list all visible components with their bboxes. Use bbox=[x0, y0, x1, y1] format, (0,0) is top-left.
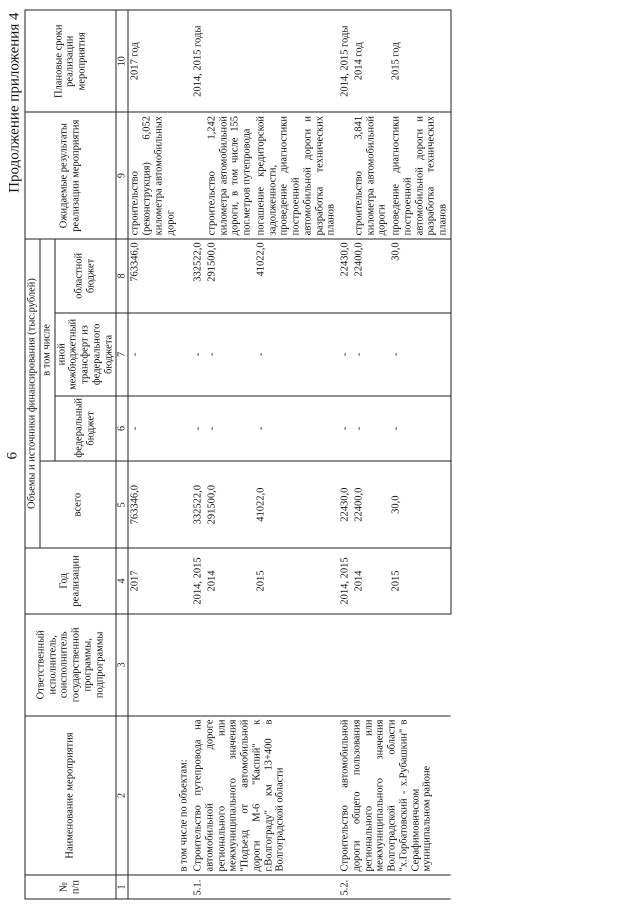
cell-year: 2017 bbox=[128, 548, 178, 613]
cell-result: погашение кредиторской задолженности, проведение диагностики построенной автомобильной дороги и разработка технических планов bbox=[254, 112, 338, 238]
column-number: 1 bbox=[116, 875, 128, 899]
page-number: 6 bbox=[4, 451, 20, 459]
cell-year: 2014, 2015 bbox=[338, 548, 352, 613]
cell-total: 291500,0 bbox=[205, 461, 254, 548]
cell-year: 2015 bbox=[254, 548, 338, 613]
column-number: 4 bbox=[116, 548, 128, 613]
header-total: всего bbox=[39, 461, 116, 548]
column-number: 7 bbox=[116, 312, 128, 395]
column-number: 10 bbox=[116, 10, 128, 112]
column-number: 2 bbox=[116, 716, 128, 875]
cell-activity-name: Строительство путепровода на автомобильной дороге регионального или межмуниципального значения "Подъезд от автомобильной дороги М-6 "Каспий" к г.Волгограду" км 13+400 в Волгоградской области bbox=[191, 716, 338, 875]
program-activities-table bbox=[24, 9, 451, 899]
cell-federal: - bbox=[389, 395, 450, 460]
column-number: 6 bbox=[116, 395, 128, 460]
table-row bbox=[338, 10, 352, 899]
cell-regional: 22400,0 bbox=[352, 238, 389, 312]
cell-total: 22400,0 bbox=[352, 461, 389, 548]
cell-year: 2014 bbox=[352, 548, 389, 613]
cell-total: 22430,0 bbox=[338, 461, 352, 548]
cell-total: 763346,0 bbox=[128, 461, 178, 548]
cell-term: 2015 год bbox=[389, 10, 450, 112]
cell-year: 2014 bbox=[205, 548, 254, 613]
cell-federal: - bbox=[128, 395, 178, 460]
header-number: № п/п bbox=[25, 875, 116, 899]
table-row bbox=[177, 10, 191, 899]
header-federal-transfer: иной межбюджетный трансферт из федерального бюджета bbox=[54, 312, 116, 395]
cell-regional: 332522,0 bbox=[191, 238, 205, 312]
cell-transfer: - bbox=[338, 312, 352, 395]
column-number: 3 bbox=[116, 613, 128, 715]
header-planned-terms: Плановые сроки реализации мероприятия bbox=[25, 10, 116, 112]
column-number: 9 bbox=[116, 112, 128, 238]
header-year: Год реализации bbox=[25, 548, 116, 613]
cell-year: 2014, 2015 bbox=[191, 548, 205, 613]
header-funding-group: Объемы и источники финансирования (тыс.рублей) bbox=[25, 238, 40, 547]
cell-term: 2014 год bbox=[352, 10, 389, 112]
cell-result: строительство 3,841 километра автомобильной дороги bbox=[352, 112, 389, 238]
cell-term: 2014, 2015 годы bbox=[338, 10, 352, 112]
cell-total: 332522,0 bbox=[191, 461, 205, 548]
header-regional-budget: областной бюджет bbox=[54, 238, 116, 312]
table-row bbox=[128, 10, 178, 899]
cell-regional: 763346,0 bbox=[128, 238, 178, 312]
cell-number: 5.2. bbox=[338, 875, 450, 899]
header-responsible: Ответственный исполнитель, соисполнитель государственной программы, подпрограммы bbox=[25, 613, 116, 715]
cell-term: 2017 год bbox=[128, 10, 178, 112]
header-activity-name: Наименование мероприятия bbox=[25, 716, 116, 875]
cell-federal: - bbox=[254, 395, 338, 460]
cell-federal: - bbox=[191, 395, 205, 460]
cell-transfer: - bbox=[191, 312, 205, 395]
header-in-that-number: в том числе bbox=[39, 238, 54, 460]
table-row bbox=[191, 10, 205, 899]
cell-result: строительство 1,242 километра автомобильной дороги, в том числе 155 пог.метров путепровода bbox=[205, 112, 254, 238]
header-federal-budget: федеральный бюджет bbox=[54, 395, 116, 460]
cell-term: 2014, 2015 годы bbox=[191, 10, 205, 112]
cell-activity-name: Строительство автомобильной дороги общего пользования регионального или межмуниципального значения Волгоградской области "х.Горбатовский - х.Рубашкин" в Серафимовичском муниципальном районе bbox=[338, 716, 450, 875]
subheader-objects: в том числе по объектам: bbox=[177, 716, 191, 875]
cell-regional: 41022,0 bbox=[254, 238, 338, 312]
cell-federal: - bbox=[352, 395, 389, 460]
cell-transfer: - bbox=[389, 312, 450, 395]
cell-total: 41022,0 bbox=[254, 461, 338, 548]
cell-year: 2015 bbox=[389, 548, 450, 613]
column-number: 8 bbox=[116, 238, 128, 312]
header-expected-results: Ожидаемые результаты реализации мероприятия bbox=[25, 112, 116, 238]
cell-total: 30,0 bbox=[389, 461, 450, 548]
cell-result: проведение диагностики построенной автомобильной дороги и разработка технических планов bbox=[389, 112, 450, 238]
continuation-label: Продолжение приложения 4 bbox=[6, 12, 22, 193]
cell-number: 5.1. bbox=[191, 875, 338, 899]
cell-transfer: - bbox=[205, 312, 254, 395]
column-number: 5 bbox=[116, 461, 128, 548]
cell-federal: - bbox=[338, 395, 352, 460]
cell-regional: 291500,0 bbox=[205, 238, 254, 312]
cell-transfer: - bbox=[254, 312, 338, 395]
cell-federal: - bbox=[205, 395, 254, 460]
cell-transfer: - bbox=[128, 312, 178, 395]
cell-transfer: - bbox=[352, 312, 389, 395]
cell-result: строительство (реконструкция) 6,052 километра автомобильных дорог bbox=[128, 112, 178, 238]
cell-regional: 22430,0 bbox=[338, 238, 352, 312]
cell-regional: 30,0 bbox=[389, 238, 450, 312]
